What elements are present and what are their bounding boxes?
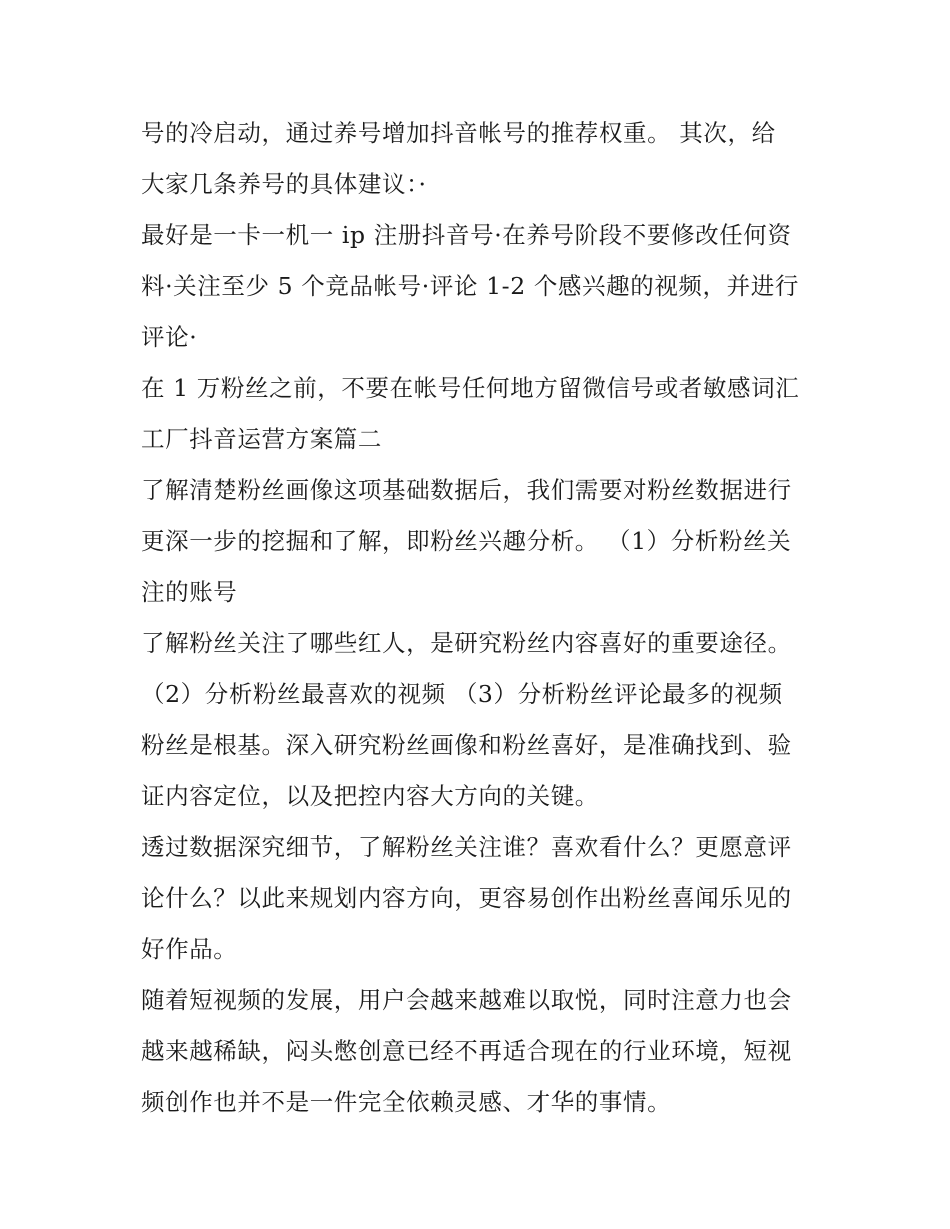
- text-line-20: 频创作也并不是一件完全依赖灵感、才华的事情。: [141, 1088, 672, 1116]
- text-line-16: 论什么？以此来规划内容方向，更容易创作出粉丝喜闻乐见的: [141, 884, 792, 912]
- text-line-1: 号的冷启动，通过养号增加抖音帐号的推荐权重。 其次，给: [141, 119, 776, 147]
- text-line-12: （2）分析粉丝最喜欢的视频 （3）分析粉丝评论最多的视频: [141, 680, 783, 708]
- text-line-2: 大家几条养号的具体建议：·: [141, 170, 427, 198]
- section-heading: 工厂抖音运营方案篇二: [141, 425, 382, 453]
- text-line-11: 了解粉丝关注了哪些红人，是研究粉丝内容喜好的重要途径。: [141, 629, 792, 657]
- text-line-14: 证内容定位，以及把控内容大方向的关键。: [141, 782, 599, 810]
- text-line-15: 透过数据深究细节，了解粉丝关注谁？喜欢看什么？更愿意评: [141, 833, 792, 861]
- text-line-4: 料·关注至少 5 个竞品帐号·评论 1-2 个感兴趣的视频，并进行: [141, 272, 799, 300]
- text-line-5: 评论·: [141, 323, 198, 351]
- text-line-6: 在 1 万粉丝之前，不要在帐号任何地方留微信号或者敏感词汇: [141, 374, 800, 402]
- text-line-8: 了解清楚粉丝画像这项基础数据后，我们需要对粉丝数据进行: [141, 476, 792, 504]
- text-line-3: 最好是一卡一机一 ip 注册抖音号·在养号阶段不要修改任何资: [141, 221, 792, 249]
- text-line-19: 越来越稀缺，闷头憋创意已经不再适合现在的行业环境，短视: [141, 1037, 792, 1065]
- document-body: [141, 108, 831, 1128]
- text-line-13: 粉丝是根基。深入研究粉丝画像和粉丝喜好，是准确找到、验: [141, 731, 792, 759]
- text-line-17: 好作品。: [141, 935, 238, 963]
- text-line-18: 随着短视频的发展，用户会越来越难以取悦，同时注意力也会: [141, 986, 792, 1014]
- text-line-10: 注的账号: [141, 578, 238, 606]
- text-line-9: 更深一步的挖掘和了解，即粉丝兴趣分析。 （1）分析粉丝关: [141, 527, 792, 555]
